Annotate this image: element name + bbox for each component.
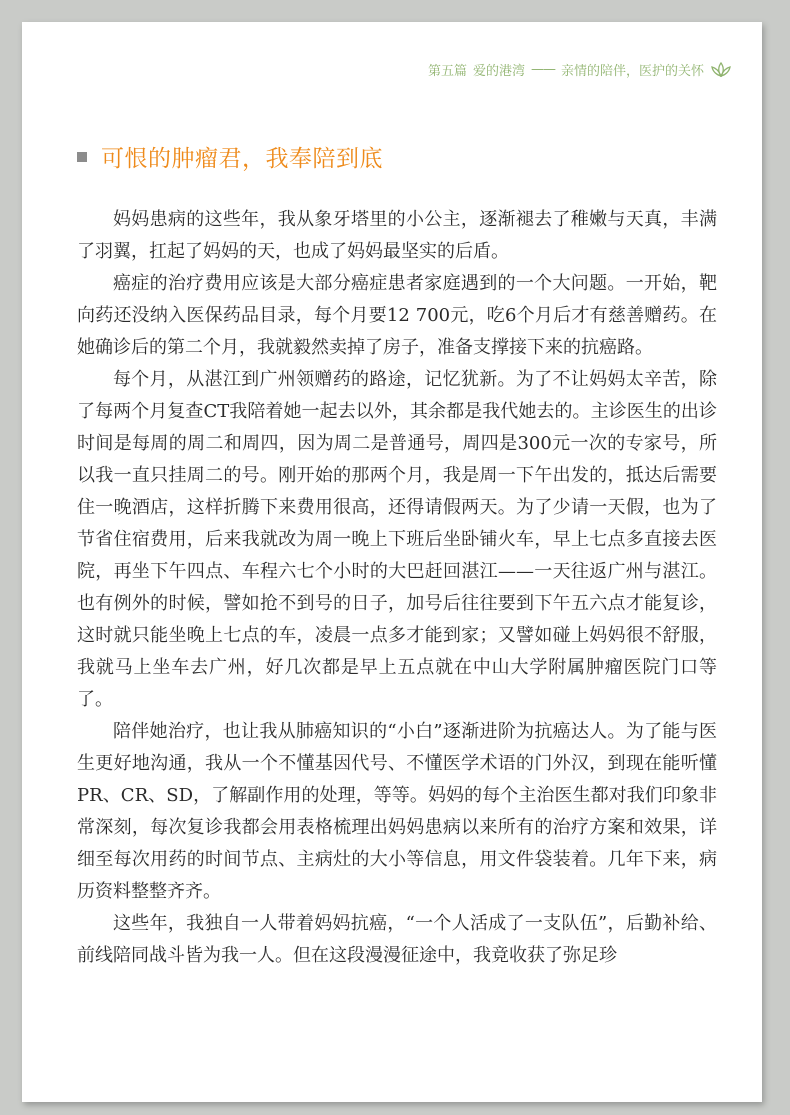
section-title: 可恨的肿瘤君，我奉陪到底	[101, 146, 383, 172]
running-header	[428, 60, 732, 79]
square-bullet-icon	[77, 152, 87, 162]
part-label: 第五篇	[427, 64, 467, 79]
section-heading	[77, 140, 383, 173]
paragraph: 妈妈患病的这些年，我从象牙塔里的小公主，逐渐褪去了稚嫩与天真，丰满了羽翼，扛起了妈妈的天，也成了妈妈最坚实的后盾。	[77, 209, 717, 262]
lotus-icon	[710, 61, 732, 79]
book-page	[22, 22, 762, 1102]
paragraph: 这些年，我独自一人带着妈妈抗癌，“一个人活成了一支队伍”，后勤补给、前线陪同战斗皆为我一人。但在这段漫漫征途中，我竟收获了弥足珍	[77, 913, 717, 966]
header-separator: ——	[530, 62, 555, 77]
paragraph: 每个月，从湛江到广州领赠药的路途，记忆犹新。为了不让妈妈太辛苦，除了每两个月复查CT我陪着她一起去以外，其余都是我代她去的。主诊医生的出诊时间是每周的周二和周四，因为周二是普通号，周四是300元一次的专家号，所以我一直只挂周二的号。刚开始的那两个月，我是周一下午出发的，抵达后需要住一晚酒店，这样折腾下来费用很高，还得请假两天。为了少请一天假，也为了节省住宿费用，后来我就改为周一晚上下班后坐卧铺火车，早上七点多直接去医院，再坐下午四点、车程六七个小时的大巴赶回湛江——一天往返广州与湛江。也有例外的时候，譬如抢不到号的日子，加号后往往要到下午五六点才能复诊，这时就只能坐晚上七点的车，凌晨一点多才能到家；又譬如碰上妈妈很不舒服，我就马上坐车去广州，好几次都是早上五点就在中山大学附属肿瘤医院门口等了。	[77, 369, 717, 710]
body-text	[77, 204, 717, 972]
part-title: 爱的港湾	[472, 64, 525, 79]
paragraph: 癌症的治疗费用应该是大部分癌症患者家庭遇到的一个大问题。一开始，靶向药还没纳入医保药品目录，每个月要12 700元，吃6个月后才有慈善赠药。在她确诊后的第二个月，我就毅然卖掉了房子，准备支撑接下来的抗癌路。	[77, 273, 717, 358]
paragraph: 陪伴她治疗，也让我从肺癌知识的“小白”逐渐进阶为抗癌达人。为了能与医生更好地沟通，我从一个不懂基因代号、不懂医学术语的门外汉，到现在能听懂PR、CR、SD，了解副作用的处理，等等。妈妈的每个主治医生都对我们印象非常深刻，每次复诊我都会用表格梳理出妈妈患病以来所有的治疗方案和效果，详细至每次用药的时间节点、主病灶的大小等信息，用文件袋装着。几年下来，病历资料整整齐齐。	[77, 721, 717, 902]
header-subtitle: 亲情的陪伴，医护的关怀	[560, 64, 704, 79]
